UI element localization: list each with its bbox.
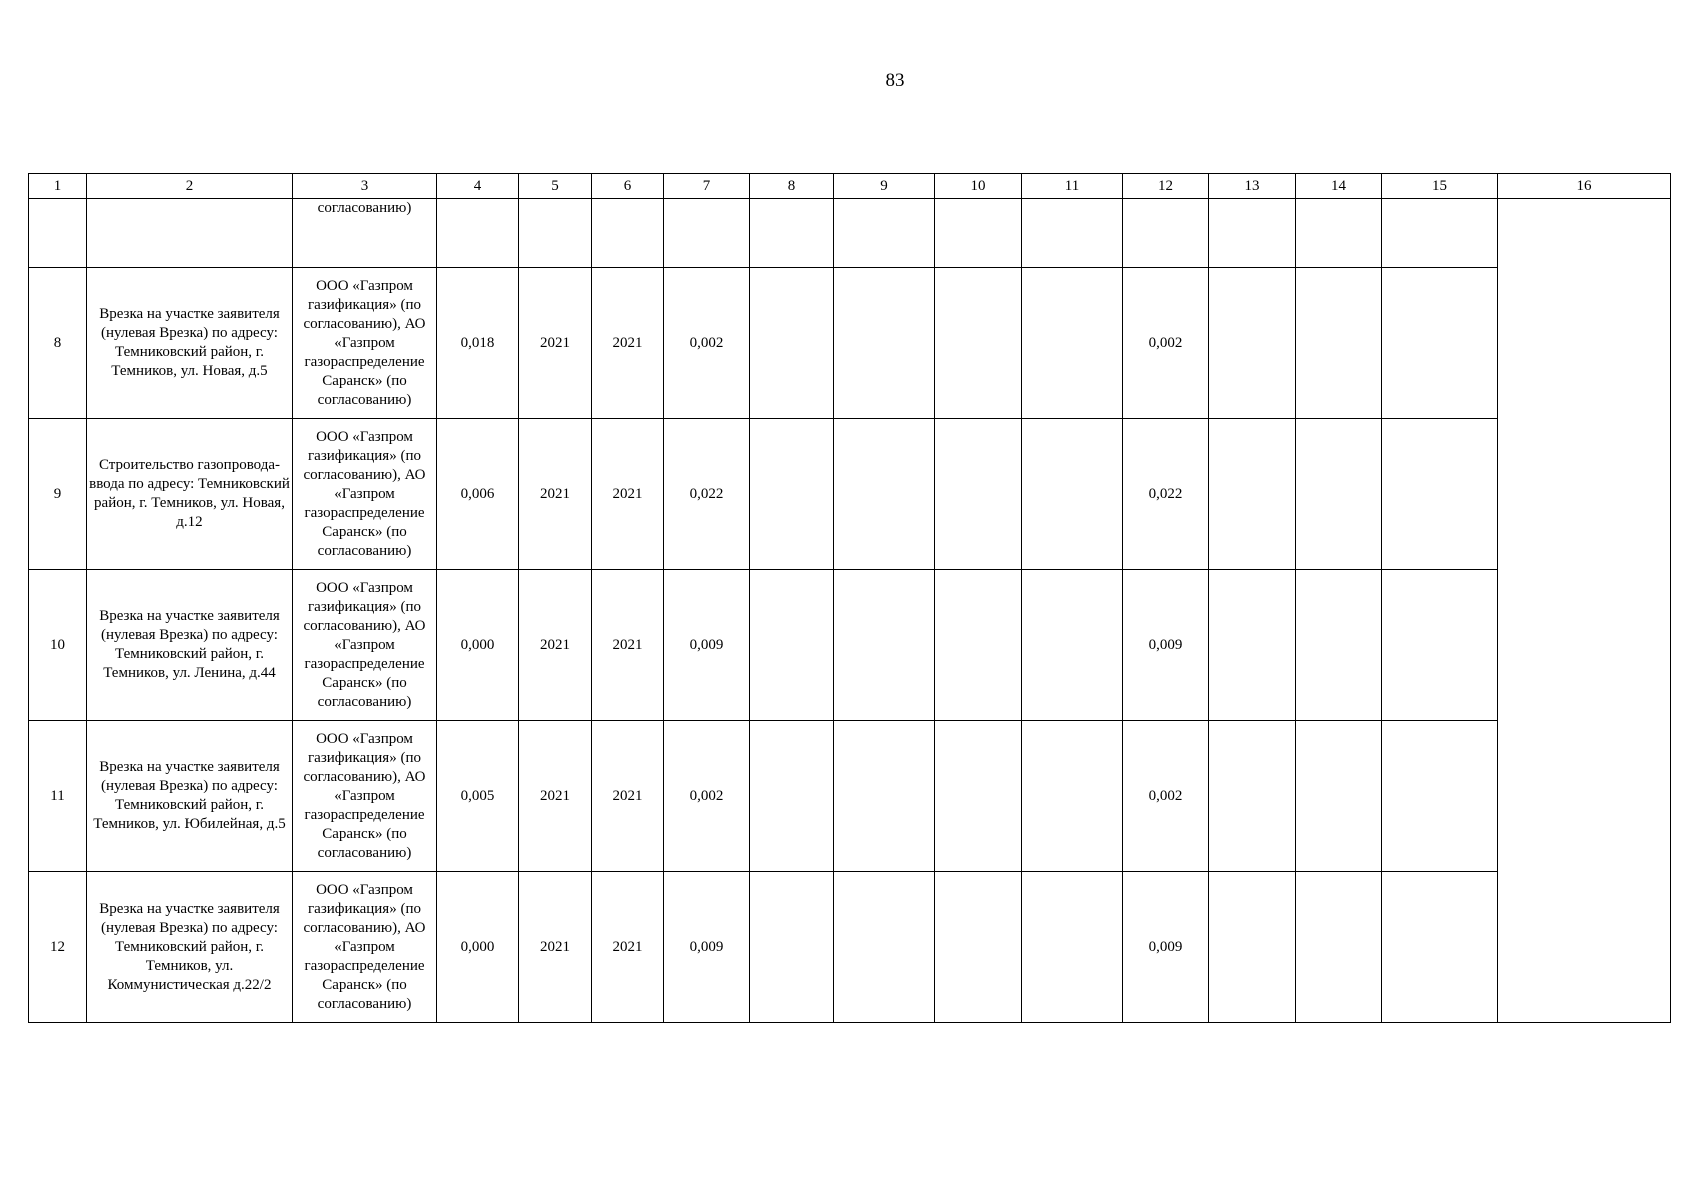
column-header: 2 xyxy=(87,174,293,199)
table-cell xyxy=(1123,199,1209,268)
table-cell xyxy=(1209,199,1296,268)
row-year-end: 2021 xyxy=(592,419,664,570)
table-cell xyxy=(750,199,834,268)
table-cell xyxy=(1209,570,1296,721)
row-number: 9 xyxy=(29,419,87,570)
table-row xyxy=(29,872,1671,1023)
row-number: 12 xyxy=(29,872,87,1023)
table-cell xyxy=(1382,721,1498,872)
table-cell xyxy=(834,268,935,419)
table-cell xyxy=(750,872,834,1023)
row-year-end: 2021 xyxy=(592,872,664,1023)
column-header: 9 xyxy=(834,174,935,199)
row-year-start: 2021 xyxy=(519,419,592,570)
table-cell xyxy=(1022,570,1123,721)
table-cell xyxy=(1022,721,1123,872)
column-header: 1 xyxy=(29,174,87,199)
row-year-end: 2021 xyxy=(592,268,664,419)
table-cell xyxy=(1022,419,1123,570)
row-value-12: 0,009 xyxy=(1123,872,1209,1023)
table-cell xyxy=(935,419,1022,570)
header-row xyxy=(29,174,1671,199)
table-cell xyxy=(750,570,834,721)
row-year-start: 2021 xyxy=(519,721,592,872)
table-cell xyxy=(1382,199,1498,268)
row-value-12: 0,009 xyxy=(1123,570,1209,721)
row-year-end: 2021 xyxy=(592,721,664,872)
column-header: 4 xyxy=(437,174,519,199)
table-cell xyxy=(87,199,293,268)
table-cell xyxy=(1296,570,1382,721)
row-organization: ООО «Газпром газификация» (по согласованию), АО «Газпром газораспределение Саранск» (по согласованию) xyxy=(293,419,437,570)
table-row xyxy=(29,570,1671,721)
row-value-4: 0,000 xyxy=(437,570,519,721)
row-value-7: 0,009 xyxy=(664,570,750,721)
continuation-row xyxy=(29,199,1671,268)
table-cell xyxy=(1382,570,1498,721)
table-cell xyxy=(935,721,1022,872)
row-year-start: 2021 xyxy=(519,570,592,721)
column-header: 15 xyxy=(1382,174,1498,199)
table-cell xyxy=(750,268,834,419)
table-cell xyxy=(1382,419,1498,570)
row-number: 11 xyxy=(29,721,87,872)
table-cell xyxy=(1382,872,1498,1023)
table-cell xyxy=(1296,268,1382,419)
row-number: 8 xyxy=(29,268,87,419)
table-cell xyxy=(1209,872,1296,1023)
table-cell xyxy=(1296,872,1382,1023)
column-header: 16 xyxy=(1498,174,1671,199)
table-cell xyxy=(1296,199,1382,268)
row-value-7: 0,002 xyxy=(664,721,750,872)
row-value-12: 0,002 xyxy=(1123,268,1209,419)
column-header: 5 xyxy=(519,174,592,199)
page-number: 83 xyxy=(885,70,905,91)
row-value-4: 0,018 xyxy=(437,268,519,419)
table-cell xyxy=(834,199,935,268)
row-year-start: 2021 xyxy=(519,268,592,419)
table-cell xyxy=(935,268,1022,419)
table-cell xyxy=(834,721,935,872)
row-organization: ООО «Газпром газификация» (по согласованию), АО «Газпром газораспределение Саранск» (по согласованию) xyxy=(293,268,437,419)
row-value-12: 0,022 xyxy=(1123,419,1209,570)
column-header: 12 xyxy=(1123,174,1209,199)
table-cell xyxy=(750,419,834,570)
table-cell xyxy=(834,872,935,1023)
row-description: Врезка на участке заявителя (нулевая Врезка) по адресу: Темниковский район, г. Темников, ул. Коммунистическая д.22/2 xyxy=(87,872,293,1023)
table-cell xyxy=(935,872,1022,1023)
row-number: 10 xyxy=(29,570,87,721)
column-header: 14 xyxy=(1296,174,1382,199)
table-row xyxy=(29,419,1671,570)
row-description: Строительство газопровода-ввода по адресу: Темниковский район, г. Темников, ул. Новая, д.12 xyxy=(87,419,293,570)
column-header: 13 xyxy=(1209,174,1296,199)
table-cell xyxy=(519,199,592,268)
row-organization: ООО «Газпром газификация» (по согласованию), АО «Газпром газораспределение Саранск» (по согласованию) xyxy=(293,721,437,872)
row-value-4: 0,005 xyxy=(437,721,519,872)
row-value-12: 0,002 xyxy=(1123,721,1209,872)
table-cell xyxy=(29,199,87,268)
row-value-7: 0,009 xyxy=(664,872,750,1023)
row-organization: ООО «Газпром газификация» (по согласованию), АО «Газпром газораспределение Саранск» (по согласованию) xyxy=(293,872,437,1023)
table-row xyxy=(29,721,1671,872)
row-description: Врезка на участке заявителя (нулевая Врезка) по адресу: Темниковский район, г. Темников, ул. Новая, д.5 xyxy=(87,268,293,419)
row-year-start: 2021 xyxy=(519,872,592,1023)
column-header: 8 xyxy=(750,174,834,199)
table-cell: согласованию) xyxy=(293,199,437,268)
table-cell xyxy=(750,721,834,872)
column-header: 6 xyxy=(592,174,664,199)
row-value-4: 0,000 xyxy=(437,872,519,1023)
table-cell xyxy=(1022,199,1123,268)
row-organization: ООО «Газпром газификация» (по согласованию), АО «Газпром газораспределение Саранск» (по согласованию) xyxy=(293,570,437,721)
column-header: 3 xyxy=(293,174,437,199)
data-table xyxy=(28,173,1671,1023)
column-header: 10 xyxy=(935,174,1022,199)
table-cell xyxy=(1209,419,1296,570)
table-row xyxy=(29,268,1671,419)
row-value-7: 0,002 xyxy=(664,268,750,419)
table-cell xyxy=(1022,872,1123,1023)
table-cell xyxy=(664,199,750,268)
table-cell xyxy=(1209,268,1296,419)
column-16-cell xyxy=(1498,199,1671,1023)
table-cell xyxy=(935,570,1022,721)
table-cell xyxy=(1296,419,1382,570)
table-cell xyxy=(834,419,935,570)
table-cell xyxy=(1382,268,1498,419)
table-cell xyxy=(1296,721,1382,872)
table-cell xyxy=(935,199,1022,268)
table-cell xyxy=(834,570,935,721)
table-cell xyxy=(592,199,664,268)
row-value-4: 0,006 xyxy=(437,419,519,570)
row-description: Врезка на участке заявителя (нулевая Врезка) по адресу: Темниковский район, г. Темников, ул. Ленина, д.44 xyxy=(87,570,293,721)
row-description: Врезка на участке заявителя (нулевая Врезка) по адресу: Темниковский район, г. Темников, ул. Юбилейная, д.5 xyxy=(87,721,293,872)
row-year-end: 2021 xyxy=(592,570,664,721)
table-cell xyxy=(1209,721,1296,872)
row-value-7: 0,022 xyxy=(664,419,750,570)
column-header: 11 xyxy=(1022,174,1123,199)
table-cell xyxy=(1022,268,1123,419)
table-cell xyxy=(437,199,519,268)
column-header: 7 xyxy=(664,174,750,199)
